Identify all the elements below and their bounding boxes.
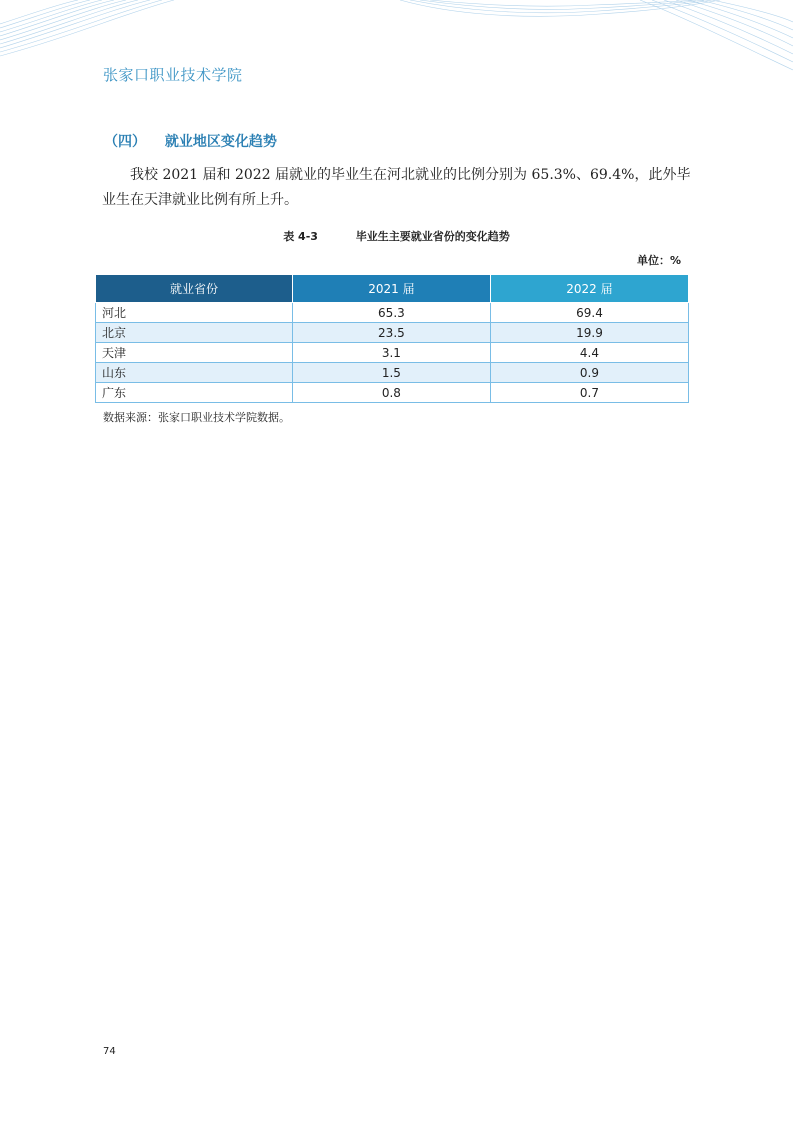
value-2021-cell: 1.5 xyxy=(292,363,490,383)
column-header-2021: 2021 届 xyxy=(292,275,490,303)
value-2022-cell: 19.9 xyxy=(490,323,688,343)
table-header-row xyxy=(96,275,689,303)
value-2021-cell: 3.1 xyxy=(292,343,490,363)
employment-province-table xyxy=(95,274,689,403)
table-caption-label: 表 4-3 xyxy=(283,230,318,243)
value-2021-cell: 65.3 xyxy=(292,303,490,323)
table-row xyxy=(96,383,689,403)
province-cell: 广东 xyxy=(96,383,293,403)
table-caption xyxy=(0,228,793,244)
column-header-province: 就业省份 xyxy=(96,275,293,303)
header-institution-title: 张家口职业技术学院 xyxy=(103,66,243,84)
province-cell: 山东 xyxy=(96,363,293,383)
table-caption-title: 毕业生主要就业省份的变化趋势 xyxy=(355,230,510,243)
section-number: （四） xyxy=(104,134,146,150)
province-cell: 天津 xyxy=(96,343,293,363)
body-paragraph: 我校 2021 届和 2022 届就业的毕业生在河北就业的比例分别为 65.3%、69.4%，此外毕业生在天津就业比例有所上升。 xyxy=(102,167,691,208)
value-2022-cell: 0.7 xyxy=(490,383,688,403)
table-unit-label: 单位：% xyxy=(636,254,681,267)
section-heading xyxy=(104,131,277,151)
column-header-2022: 2022 届 xyxy=(490,275,688,303)
page-number: 74 xyxy=(103,1046,116,1057)
value-2022-cell: 69.4 xyxy=(490,303,688,323)
section-title: 就业地区变化趋势 xyxy=(164,134,277,150)
table-row xyxy=(96,303,689,323)
value-2022-cell: 0.9 xyxy=(490,363,688,383)
value-2021-cell: 23.5 xyxy=(292,323,490,343)
data-source-note: 数据来源：张家口职业技术学院数据。 xyxy=(103,411,290,424)
province-cell: 北京 xyxy=(96,323,293,343)
table-row xyxy=(96,343,689,363)
value-2021-cell: 0.8 xyxy=(292,383,490,403)
table-row xyxy=(96,323,689,343)
province-cell: 河北 xyxy=(96,303,293,323)
table-row xyxy=(96,363,689,383)
value-2022-cell: 4.4 xyxy=(490,343,688,363)
